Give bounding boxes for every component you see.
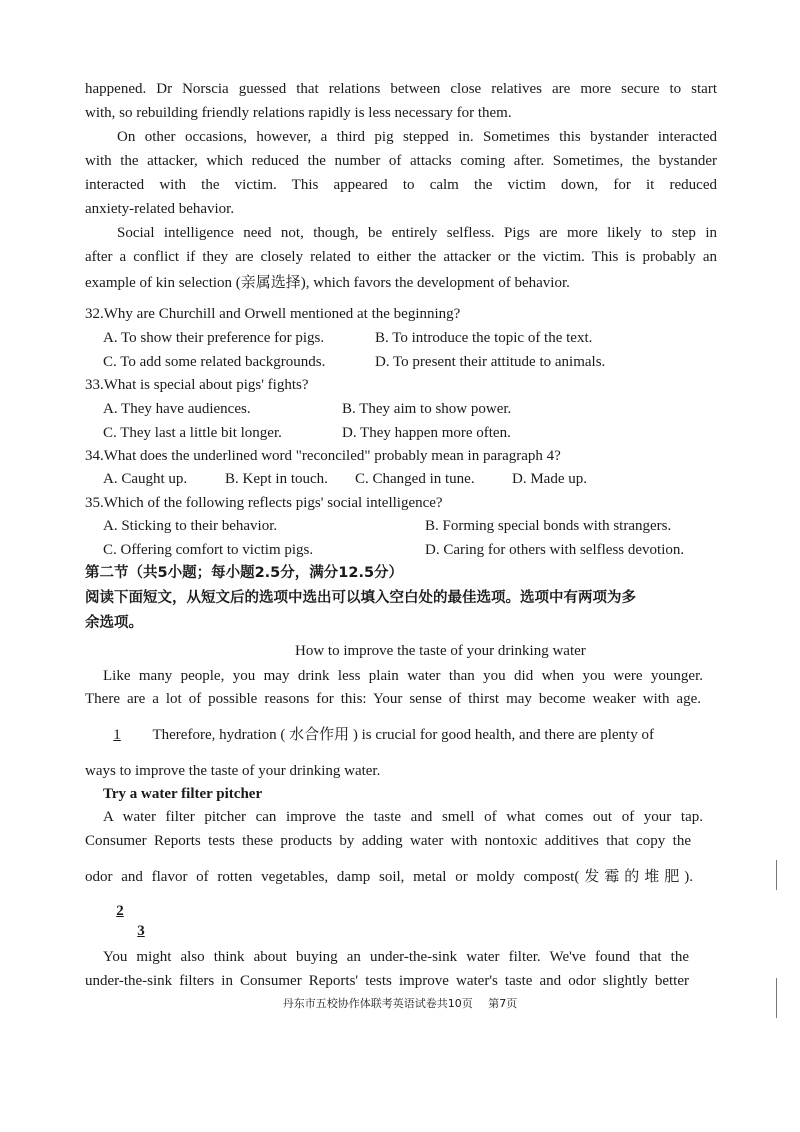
option-b[interactable]: B. Forming special bonds with strangers.	[425, 518, 672, 534]
section-instruction: 余选项。	[85, 615, 143, 631]
option-a[interactable]: A. To show their preference for pigs.	[103, 330, 325, 346]
passage-line: with, so rebuilding friendly relations rapidly is less necessary for them.	[85, 105, 512, 121]
scan-mark	[776, 860, 777, 890]
passage-line: under-the-sink filters in Consumer Reports' tests improve water's taste and odor slightly better	[85, 973, 689, 989]
footer-exam-name: 丹东市五校协作体联考英语试卷共10页	[282, 997, 473, 1010]
passage-line: happened. Dr Norscia guessed that relations between close relatives are more secure to start	[85, 81, 717, 97]
question-stem: 33.What is special about pigs' fights?	[85, 377, 309, 393]
option-d[interactable]: D. Caring for others with selfless devotion.	[425, 542, 685, 558]
passage-line: There are a lot of possible reasons for this: Your sense of thirst may become weaker with age.	[85, 691, 701, 707]
option-a[interactable]: A. Sticking to their behavior.	[103, 518, 278, 534]
option-c[interactable]: C. They last a little bit longer.	[103, 425, 282, 441]
blank-line	[110, 922, 172, 940]
option-d[interactable]: D. Made up.	[512, 471, 587, 487]
option-a[interactable]: A. Caught up.	[103, 471, 188, 487]
passage-line: On other occasions, however, a third pig stepped in. Sometimes this bystander interacted	[117, 129, 717, 145]
option-d[interactable]: D. To present their attitude to animals.	[375, 354, 606, 370]
option-c[interactable]: C. Changed in tune.	[355, 471, 475, 487]
scan-mark	[776, 978, 777, 1018]
section-heading: 第二节（共5小题；每小题2.5分，满分12.5分）	[85, 565, 404, 581]
option-a[interactable]: A. They have audiences.	[103, 401, 251, 417]
blank-line	[88, 902, 152, 920]
blank-2[interactable]: 2	[116, 903, 124, 919]
footer-page-number: 第7页	[488, 997, 518, 1010]
passage-text: Therefore, hydration ( 水合作用 ) is crucial for good health, and there are plenty of	[149, 727, 654, 743]
passage-line: ways to improve the taste of your drinking water.	[85, 763, 381, 779]
option-d[interactable]: D. They happen more often.	[342, 425, 511, 441]
question-stem: 34.What does the underlined word "reconciled" probably mean in paragraph 4?	[85, 448, 561, 464]
passage-line: odor and flavor of rotten vegetables, damp soil, metal or moldy compost(发霉的堆肥).	[85, 869, 693, 885]
passage-title: How to improve the taste of your drinking water	[295, 643, 586, 659]
option-b[interactable]: B. Kept in touch.	[225, 471, 328, 487]
passage-line: A water filter pitcher can improve the taste and smell of what comes out of your tap.	[103, 809, 703, 825]
question-stem: 35.Which of the following reflects pigs' social intelligence?	[85, 495, 443, 511]
blank-3[interactable]: 3	[137, 923, 145, 939]
blank-line	[85, 726, 654, 744]
option-b[interactable]: B. To introduce the topic of the text.	[375, 330, 593, 346]
section-instruction: 阅读下面短文，从短文后的选项中选出可以填入空白处的最佳选项。选项中有两项为多	[85, 590, 636, 606]
question-stem: 32.Why are Churchill and Orwell mentioned at the beginning?	[85, 306, 461, 322]
passage-line: Consumer Reports tests these products by adding water with nontoxic additives that copy the	[85, 833, 691, 849]
passage-line: Social intelligence need not, though, be entirely selfless. Pigs are more likely to step in	[117, 225, 717, 241]
passage-line: interacted with the victim. This appeared to calm the victim down, for it reduced	[85, 177, 717, 193]
subheading: Try a water filter pitcher	[103, 786, 263, 802]
passage-line: anxiety-related behavior.	[85, 201, 235, 217]
option-c[interactable]: C. Offering comfort to victim pigs.	[103, 542, 314, 558]
option-b[interactable]: B. They aim to show power.	[342, 401, 512, 417]
blank-1[interactable]: 1	[113, 727, 121, 743]
passage-line: You might also think about buying an under-the-sink water filter. We've found that the	[103, 949, 689, 965]
passage-line: Like many people, you may drink less plain water than you did when you were younger.	[103, 668, 703, 684]
passage-line: example of kin selection (亲属选择), which favors the development of behavior.	[85, 275, 570, 291]
page-footer	[0, 995, 800, 1011]
passage-line: after a conflict if they are closely related to either the attacker or the victim. This is probably an	[85, 249, 717, 265]
passage-line: with the attacker, which reduced the number of attacks coming after. Sometimes, the bystander	[85, 153, 717, 169]
option-c[interactable]: C. To add some related backgrounds.	[103, 354, 326, 370]
